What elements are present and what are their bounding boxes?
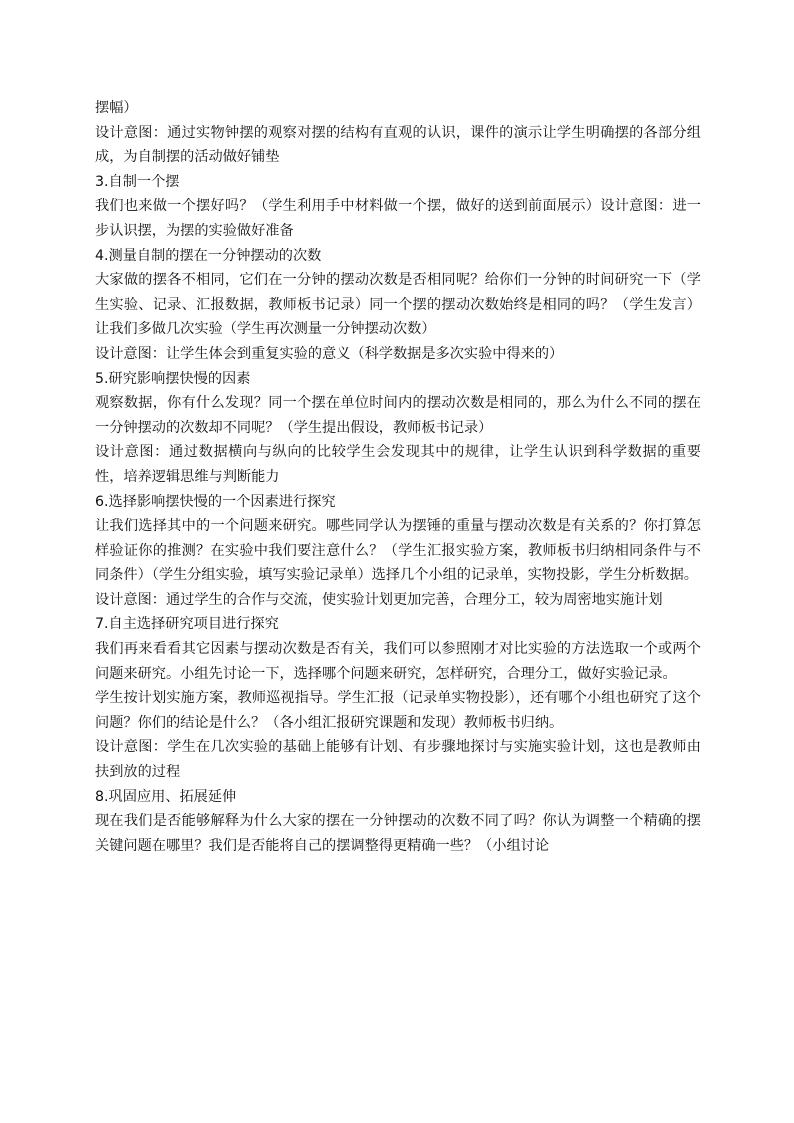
- section-heading: 5.研究影响摆快慢的因素: [95, 370, 251, 387]
- section-heading: 8.巩固应用、拓展延伸: [95, 788, 237, 805]
- section-heading: 6.选择影响摆快慢的一个因素进行探究: [95, 493, 336, 510]
- section-heading: 4.测量自制的摆在一分钟摆动的次数: [95, 247, 322, 264]
- section-heading: 3.自制一个摆: [95, 173, 180, 190]
- section-heading: 7.自主选择研究项目进行探究: [95, 616, 279, 633]
- body-paragraph: 大家做的摆各不相同，它们在一分钟的摆动次数是否相同呢？给你们一分钟的时间研究一下（学生实验、记录、汇报数据，教师板书记录）同一个摆的摆动次数始终是相同的吗？（学生发言）让我们多做几次实验（学生再次测量一分钟摆动次数）: [95, 272, 701, 338]
- document-body: [95, 96, 701, 858]
- design-intent-paragraph: 设计意图：学生在几次实验的基础上能够有计划、有步骤地探讨与实施实验计划，这也是教师由扶到放的过程: [95, 739, 701, 781]
- body-paragraph: 观察数据，你有什么发现？同一个摆在单位时间内的摆动次数是相同的，那么为什么不同的摆在一分钟摆动的次数却不同呢？（学生提出假设，教师板书记录）: [95, 395, 701, 436]
- body-paragraph: 我们再来看看其它因素与摆动次数是否有关，我们可以参照刚才对比实验的方法选取一个或两个问题来研究。小组先讨论一下，选择哪个问题来研究，怎样研究，合理分工，做好实验记录。: [95, 641, 701, 682]
- body-paragraph: 学生按计划实施方案，教师巡视指导。学生汇报（记录单实物投影），还有哪个小组也研究了这个问题？你们的结论是什么？（各小组汇报研究课题和发现）教师板书归纳。: [95, 690, 701, 731]
- body-paragraph: 让我们选择其中的一个问题来研究。哪些同学认为摆锤的重量与摆动次数是有关系的？你打算怎样验证你的推测？在实验中我们要注意什么？（学生汇报实验方案，教师板书归纳相同条件与不同条件）（学生分组实验，填写实验记录单）选择几个小组的记录单，实物投影，学生分析数据。: [95, 518, 701, 584]
- body-paragraph: 我们也来做一个摆好吗？（学生利用手中材料做一个摆，做好的送到前面展示）设计意图：进一步认识摆，为摆的实验做好准备: [95, 198, 701, 239]
- design-intent-paragraph: 设计意图：通过数据横向与纵向的比较学生会发现其中的规律，让学生认识到科学数据的重要性，培养逻辑思维与判断能力: [95, 444, 701, 485]
- body-paragraph: 现在我们是否能够解释为什么大家的摆在一分钟摆动的次数不同了吗？你认为调整一个精确的摆关键问题在哪里？我们是否能将自己的摆调整得更精确一些？（小组讨论: [95, 813, 701, 854]
- paragraph-continuation: 摆幅）: [95, 100, 138, 116]
- design-intent-paragraph: 设计意图：通过实物钟摆的观察对摆的结构有直观的认识，课件的演示让学生明确摆的各部分组成，为自制摆的活动做好铺垫: [95, 124, 701, 166]
- design-intent-paragraph: 设计意图：让学生体会到重复实验的意义（科学数据是多次实验中得来的）: [95, 345, 564, 362]
- design-intent-paragraph: 设计意图：通过学生的合作与交流，使实验计划更加完善，合理分工，较为周密地实施计划: [95, 591, 663, 608]
